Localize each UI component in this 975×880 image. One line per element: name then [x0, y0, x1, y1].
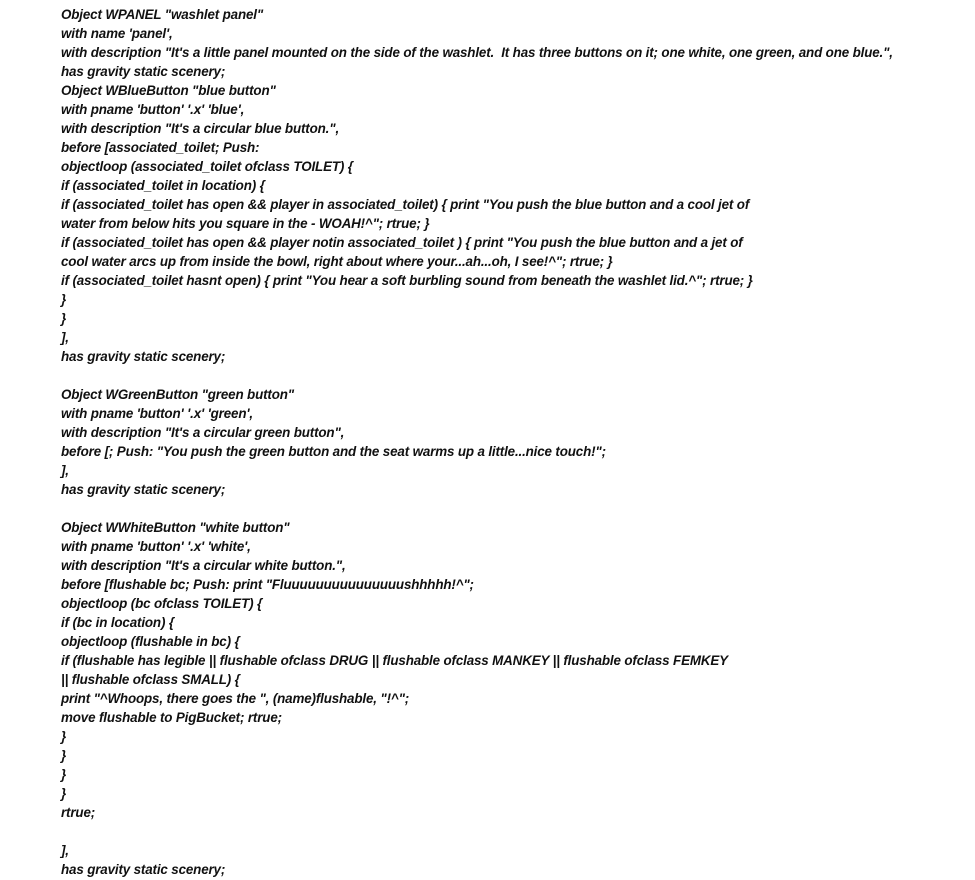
- code-line: before [associated_toilet; Push:: [61, 140, 260, 155]
- code-line: if (associated_toilet hasnt open) { print "You hear a soft burbling sound from beneath the washlet lid.^"; rtrue; }: [61, 273, 753, 288]
- code-line: has gravity static scenery;: [61, 482, 226, 497]
- code-line: with pname 'button' '.x' 'blue',: [61, 102, 245, 117]
- code-line: with pname 'button' '.x' 'white',: [61, 539, 251, 554]
- code-block-closing: [61, 841, 966, 879]
- code-line: }: [61, 292, 67, 307]
- code-line: ],: [61, 843, 69, 858]
- code-line: if (associated_toilet has open && player in associated_toilet) { print "You push the blue button and a cool jet of: [61, 197, 750, 212]
- code-line: has gravity static scenery;: [61, 862, 226, 877]
- code-line: with description "It's a circular white button.",: [61, 558, 346, 573]
- code-line: with description "It's a circular green button",: [61, 425, 345, 440]
- blank-line: [61, 366, 966, 385]
- code-line: cool water arcs up from inside the bowl, right about where your...ah...oh, I see!^"; rtrue; }: [61, 254, 613, 269]
- code-line: }: [61, 729, 67, 744]
- code-line: || flushable ofclass SMALL) {: [61, 672, 240, 687]
- code-line: Object WWhiteButton "white button": [61, 520, 290, 535]
- code-line: Object WGreenButton "green button": [61, 387, 294, 402]
- code-line: ],: [61, 463, 69, 478]
- code-line: if (flushable has legible || flushable ofclass DRUG || flushable ofclass MANKEY || flushable ofclass FEMKEY: [61, 653, 728, 668]
- code-line: }: [61, 786, 67, 801]
- code-block-wgreenbutton: [61, 385, 966, 499]
- code-line: move flushable to PigBucket; rtrue;: [61, 710, 282, 725]
- code-line: if (bc in location) {: [61, 615, 174, 630]
- code-line: water from below hits you square in the - WOAH!^"; rtrue; }: [61, 216, 430, 231]
- code-line: ],: [61, 330, 69, 345]
- blank-line: [61, 822, 966, 841]
- code-line: with name 'panel',: [61, 26, 173, 41]
- code-line: }: [61, 748, 67, 763]
- code-line: has gravity static scenery;: [61, 349, 226, 364]
- code-line: rtrue;: [61, 805, 96, 820]
- code-line: objectloop (bc ofclass TOILET) {: [61, 596, 263, 611]
- code-line: objectloop (associated_toilet ofclass TOILET) {: [61, 159, 353, 174]
- code-line: if (associated_toilet has open && player notin associated_toilet ) { print "You push the blue button and a jet of: [61, 235, 743, 250]
- code-block-wpanel: [61, 5, 966, 366]
- code-line: Object WPANEL "washlet panel": [61, 7, 264, 22]
- code-line: if (associated_toilet in location) {: [61, 178, 265, 193]
- code-line: before [; Push: "You push the green button and the seat warms up a little...nice touch!";: [61, 444, 606, 459]
- code-block-wwhitebutton: [61, 518, 966, 822]
- code-line: with pname 'button' '.x' 'green',: [61, 406, 253, 421]
- code-line: with description "It's a circular blue button.",: [61, 121, 340, 136]
- code-line: Object WBlueButton "blue button": [61, 83, 276, 98]
- code-line: with description "It's a little panel mounted on the side of the washlet. It has three buttons on it; one white, one green, and one blue.",: [61, 45, 893, 60]
- blank-line: [61, 499, 966, 518]
- code-line: }: [61, 311, 67, 326]
- code-line: }: [61, 767, 67, 782]
- code-line: has gravity static scenery;: [61, 64, 226, 79]
- source-code-document: [61, 5, 966, 879]
- code-line: print "^Whoops, there goes the ", (name)flushable, "!^";: [61, 691, 410, 706]
- code-line: before [flushable bc; Push: print "Fluuuuuuuuuuuuuuushhhhh!^";: [61, 577, 474, 592]
- code-line: objectloop (flushable in bc) {: [61, 634, 240, 649]
